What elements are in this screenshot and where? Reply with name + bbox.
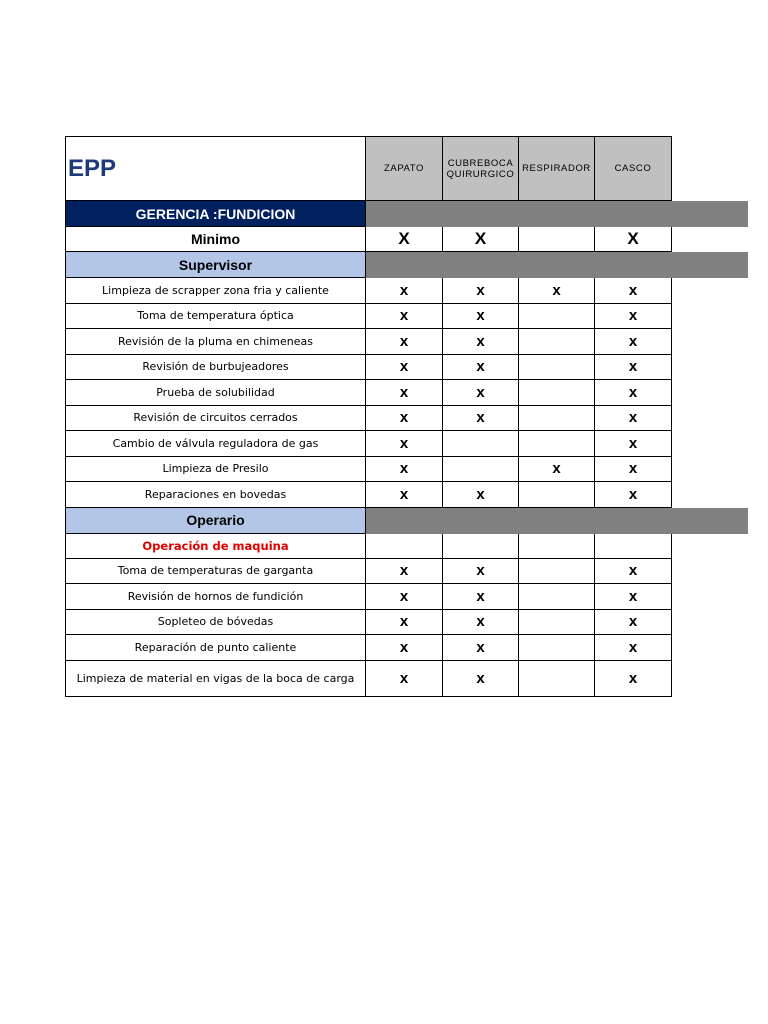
mark-cell: x bbox=[595, 584, 672, 610]
mark-cell: x bbox=[443, 661, 519, 697]
mark-cell bbox=[519, 380, 595, 406]
mark-cell bbox=[519, 559, 595, 585]
supervisor-label: Supervisor bbox=[65, 252, 366, 278]
operation-subheading: Operación de maquina bbox=[65, 534, 366, 559]
table-row bbox=[65, 635, 748, 661]
table-row bbox=[65, 457, 748, 483]
mark-cell: x bbox=[595, 406, 672, 432]
mark-cell: x bbox=[443, 584, 519, 610]
table-row bbox=[65, 661, 748, 697]
mark-cell bbox=[519, 329, 595, 355]
mark-cell: x bbox=[366, 482, 443, 508]
minimo-label: Minimo bbox=[65, 227, 366, 252]
mark-cell: x bbox=[595, 661, 672, 697]
mark-cell bbox=[519, 482, 595, 508]
mark-cell: x bbox=[595, 610, 672, 636]
mark-cell: x bbox=[595, 482, 672, 508]
mark-cell: x bbox=[443, 635, 519, 661]
mark-cell: x bbox=[519, 278, 595, 304]
mark-cell: x bbox=[595, 431, 672, 457]
mark-cell bbox=[519, 227, 595, 252]
mark-cell bbox=[519, 304, 595, 330]
page-title: EPP bbox=[65, 136, 366, 201]
task-label: Toma de temperaturas de garganta bbox=[65, 559, 366, 585]
mark-cell bbox=[519, 584, 595, 610]
mark-cell: x bbox=[366, 457, 443, 483]
column-header-casco: CASCO bbox=[595, 136, 672, 201]
gerencia-label: GERENCIA :FUNDICION bbox=[65, 201, 366, 227]
task-label: Reparación de punto caliente bbox=[65, 635, 366, 661]
mark-cell: x bbox=[443, 559, 519, 585]
table-row bbox=[65, 559, 748, 585]
mark-cell: x bbox=[519, 457, 595, 483]
mark-cell: X bbox=[443, 227, 519, 252]
epp-table bbox=[65, 136, 748, 697]
column-header-respirador: RESPIRADOR bbox=[519, 136, 595, 201]
table-row bbox=[65, 304, 748, 330]
task-label: Revisión de burbujeadores bbox=[65, 355, 366, 381]
task-label: Prueba de solubilidad bbox=[65, 380, 366, 406]
column-header-zapato: ZAPATO bbox=[366, 136, 443, 201]
mark-cell bbox=[519, 355, 595, 381]
mark-cell: x bbox=[595, 278, 672, 304]
mark-cell: x bbox=[366, 584, 443, 610]
mark-cell: x bbox=[366, 610, 443, 636]
operario-label: Operario bbox=[65, 508, 366, 534]
mark-cell: X bbox=[595, 227, 672, 252]
mark-cell: x bbox=[443, 610, 519, 636]
header-row bbox=[65, 136, 748, 201]
table-row bbox=[65, 610, 748, 636]
mark-cell: x bbox=[443, 278, 519, 304]
section-band bbox=[366, 201, 748, 227]
mark-cell: x bbox=[366, 380, 443, 406]
table-row bbox=[65, 278, 748, 304]
mark-cell: x bbox=[595, 380, 672, 406]
mark-cell: x bbox=[366, 406, 443, 432]
mark-cell bbox=[519, 635, 595, 661]
supervisor-row bbox=[65, 252, 748, 278]
task-label: Limpieza de material en vigas de la boca de carga bbox=[65, 661, 366, 697]
table-row bbox=[65, 329, 748, 355]
mark-cell bbox=[443, 431, 519, 457]
mark-cell: x bbox=[595, 355, 672, 381]
mark-cell: x bbox=[595, 635, 672, 661]
minimo-row bbox=[65, 227, 748, 252]
empty-cell bbox=[519, 534, 595, 559]
table-row bbox=[65, 406, 748, 432]
table-row bbox=[65, 482, 748, 508]
mark-cell: x bbox=[443, 329, 519, 355]
subheading-row bbox=[65, 534, 748, 559]
mark-cell: x bbox=[366, 304, 443, 330]
task-label: Sopleteo de bóvedas bbox=[65, 610, 366, 636]
mark-cell: x bbox=[366, 278, 443, 304]
task-label: Reparaciones en bovedas bbox=[65, 482, 366, 508]
task-label: Limpieza de scrapper zona fria y caliente bbox=[65, 278, 366, 304]
gerencia-row bbox=[65, 201, 748, 227]
mark-cell bbox=[519, 661, 595, 697]
mark-cell bbox=[443, 457, 519, 483]
mark-cell: x bbox=[366, 355, 443, 381]
mark-cell: x bbox=[443, 304, 519, 330]
mark-cell: x bbox=[595, 559, 672, 585]
task-label: Cambio de válvula reguladora de gas bbox=[65, 431, 366, 457]
empty-cell bbox=[366, 534, 443, 559]
mark-cell: x bbox=[443, 355, 519, 381]
mark-cell: x bbox=[443, 380, 519, 406]
table-row bbox=[65, 431, 748, 457]
task-label: Limpieza de Presilo bbox=[65, 457, 366, 483]
mark-cell: x bbox=[443, 482, 519, 508]
mark-cell bbox=[519, 610, 595, 636]
task-label: Revisión de hornos de fundición bbox=[65, 584, 366, 610]
empty-cell bbox=[443, 534, 519, 559]
mark-cell bbox=[519, 431, 595, 457]
mark-cell: x bbox=[366, 661, 443, 697]
mark-cell: x bbox=[366, 559, 443, 585]
mark-cell: X bbox=[366, 227, 443, 252]
mark-cell: x bbox=[366, 329, 443, 355]
empty-cell bbox=[595, 534, 672, 559]
table-row bbox=[65, 355, 748, 381]
mark-cell: x bbox=[595, 457, 672, 483]
table-row bbox=[65, 584, 748, 610]
mark-cell: x bbox=[366, 635, 443, 661]
task-label: Revisión de circuitos cerrados bbox=[65, 406, 366, 432]
mark-cell: x bbox=[443, 406, 519, 432]
operario-row bbox=[65, 508, 748, 534]
mark-cell bbox=[519, 406, 595, 432]
mark-cell: x bbox=[595, 304, 672, 330]
table-row bbox=[65, 380, 748, 406]
mark-cell: x bbox=[595, 329, 672, 355]
section-band bbox=[366, 508, 748, 534]
section-band bbox=[366, 252, 748, 278]
column-header-cubreboca: CUBREBOCA QUIRURGICO bbox=[443, 136, 519, 201]
mark-cell: x bbox=[366, 431, 443, 457]
task-label: Toma de temperatura óptica bbox=[65, 304, 366, 330]
task-label: Revisión de la pluma en chimeneas bbox=[65, 329, 366, 355]
